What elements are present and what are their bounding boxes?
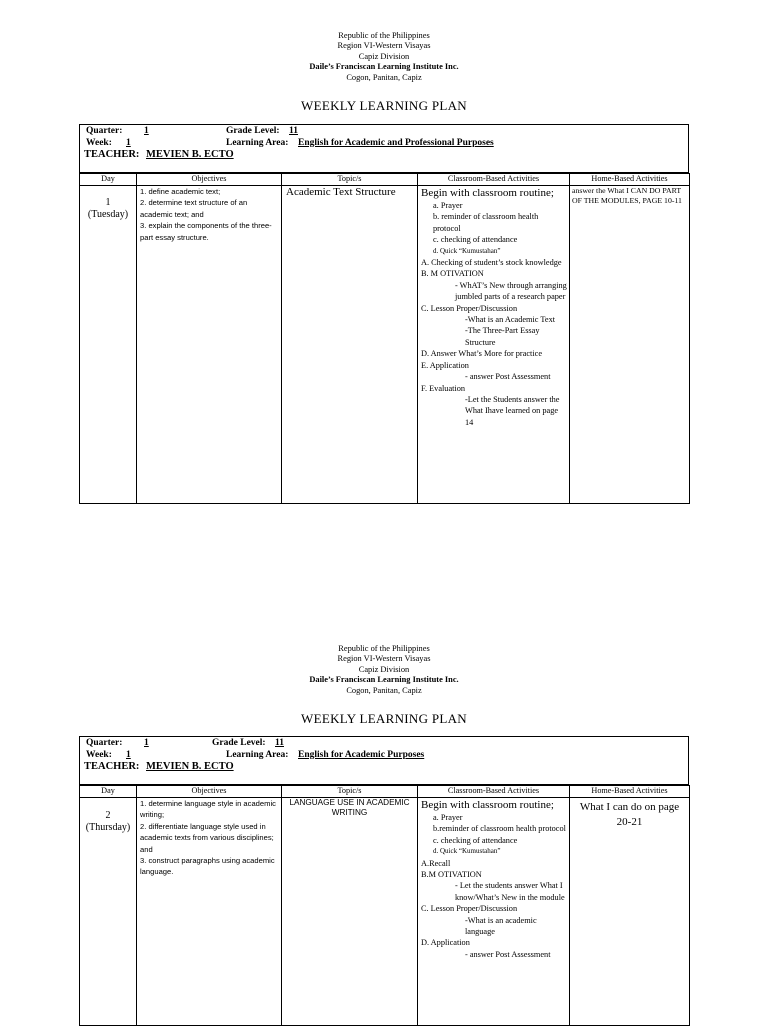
institute-name: Daile’s Franciscan Learning Institute Inc.: [309, 675, 459, 685]
table-header-row: [80, 174, 690, 186]
institute-name: Daile’s Franciscan Learning Institute Inc.: [309, 62, 459, 72]
grade-level-value: 11: [289, 126, 298, 136]
header-line-2: Region VI-Western Visayas: [337, 41, 431, 51]
topic-cell: LANGUAGE USE IN ACADEMIC WRITING: [282, 798, 418, 1026]
routine-intro: Begin with classroom routine;: [421, 187, 554, 199]
activity-line: B. M OTIVATION: [421, 269, 484, 279]
activity-line: -The Three-Part Essay Structure: [465, 326, 540, 347]
learning-area-label: Learning Area:: [226, 138, 289, 148]
grade-level-value: 11: [275, 738, 284, 748]
info-box: [79, 736, 689, 785]
home-activities-cell: What I can do on page 20-21: [570, 798, 690, 1026]
activity-line: a. Prayer: [433, 813, 463, 822]
home-activities-cell: answer the What I CAN DO PART OF THE MODULES, PAGE 10-11: [570, 186, 690, 504]
col-header-classroom-activities: Classroom-Based Activities: [418, 786, 570, 798]
grade-level-label: Grade Level:: [226, 126, 280, 136]
objective-item: 2. differentiate language style used in academic texts from various disciplines; and: [140, 821, 274, 854]
activity-line: - WhAT’s New through arranging jumbled parts of a research paper: [455, 280, 567, 302]
col-header-home-activities: Home-Based Activities: [570, 174, 690, 186]
activity-line: - answer Post Assessment: [465, 949, 551, 959]
col-header-topics: Topic/s: [282, 786, 418, 798]
col-header-objectives: Objectives: [137, 786, 282, 798]
objectives-cell: [137, 798, 282, 1026]
activity-line: B.M OTIVATION: [421, 870, 482, 880]
activity-line: c. checking of attendance: [433, 235, 518, 245]
week-label: Week:: [86, 138, 112, 148]
activity-line: b.reminder of classroom health protocol: [433, 824, 566, 834]
activity-line: -What is an Academic Text: [465, 315, 556, 325]
activity-line: - answer Post Assessment: [465, 372, 551, 382]
learning-area-value: English for Academic and Professional Purposes: [298, 138, 494, 148]
col-header-day: Day: [80, 786, 137, 798]
col-header-objectives: Objectives: [137, 174, 282, 186]
page-title: WEEKLY LEARNING PLAN: [301, 98, 467, 113]
learning-area-value: English for Academic Purposes: [298, 750, 425, 760]
quarter-value: 1: [144, 738, 149, 748]
teacher-label: TEACHER:: [84, 761, 140, 772]
week-label: Week:: [86, 750, 112, 760]
activity-line: E. Application: [421, 360, 469, 370]
header-line-2: Region VI-Western Visayas: [337, 654, 431, 664]
header-line-3: Capiz Division: [358, 664, 410, 674]
learning-area-label: Learning Area:: [226, 750, 289, 760]
activity-line: c. checking of attendance: [433, 835, 518, 845]
activity-line: -Let the Students answer the What Ihave learned on page 14: [465, 394, 560, 427]
activity-line: -What is an academic language: [465, 915, 537, 937]
table-row: [80, 186, 690, 504]
activity-line: D. Application: [421, 938, 470, 948]
plan-table: [79, 785, 690, 1026]
activity-line: A. Checking of student’s stock knowledge: [421, 258, 562, 268]
topic-cell: Academic Text Structure: [282, 186, 418, 504]
institute-address: Cogon, Panitan, Capiz: [346, 72, 422, 82]
objectives-cell: [137, 186, 282, 504]
activity-line: a. Prayer: [433, 201, 463, 210]
week-value: 1: [126, 138, 131, 148]
document-header: [0, 31, 768, 83]
routine-intro: Begin with classroom routine;: [421, 799, 554, 811]
activity-line: F. Evaluation: [421, 383, 466, 393]
header-line-1: Republic of the Philippines: [338, 31, 430, 40]
activity-line: d. Quick “Kumustahan”: [433, 847, 501, 856]
day-cell: [80, 798, 137, 1026]
week-value: 1: [126, 750, 131, 760]
document-header: [0, 644, 768, 696]
info-box: [79, 124, 689, 173]
classroom-activities-cell: [418, 798, 570, 1026]
col-header-topics: Topic/s: [282, 174, 418, 186]
teacher-name: MEVIEN B. ECTO: [146, 761, 234, 772]
day-name: (Thursday): [85, 822, 131, 833]
teacher-name: MEVIEN B. ECTO: [146, 149, 234, 160]
activity-line: C. Lesson Proper/Discussion: [421, 303, 518, 313]
teacher-label: TEACHER:: [84, 149, 140, 160]
institute-address: Cogon, Panitan, Capiz: [346, 685, 422, 695]
objective-item: 3. construct paragraphs using academic language.: [140, 856, 275, 877]
plan-table: [79, 173, 690, 504]
col-header-day: Day: [80, 174, 137, 186]
col-header-home-activities: Home-Based Activities: [570, 786, 690, 798]
activity-line: A.Recall: [421, 858, 451, 868]
grade-level-label: Grade Level:: [212, 738, 266, 748]
objective-item: 1. determine language style in academic writing;: [140, 799, 276, 820]
header-line-1: Republic of the Philippines: [338, 644, 430, 653]
table-header-row: [80, 786, 690, 798]
objective-item: 3. explain the components of the three-part essay structure.: [140, 221, 272, 242]
header-line-3: Capiz Division: [358, 51, 410, 61]
classroom-activities-cell: [418, 186, 570, 504]
page-title: WEEKLY LEARNING PLAN: [301, 711, 467, 726]
day-name: (Tuesday): [87, 209, 129, 220]
day-number: 1: [105, 197, 111, 208]
table-row: [80, 798, 690, 1026]
activity-line: - Let the students answer What I know/What’s New in the module: [455, 881, 565, 902]
objective-item: 1. define academic text;: [140, 187, 221, 196]
day-cell: [80, 186, 137, 504]
quarter-label: Quarter:: [86, 738, 123, 748]
activity-line: d. Quick “Kumustahan”: [433, 246, 501, 255]
activity-line: b. reminder of classroom health protocol: [433, 212, 539, 233]
quarter-value: 1: [144, 126, 149, 136]
objective-item: 2. determine text structure of an academic text; and: [140, 198, 248, 219]
activity-line: D. Answer What’s More for practice: [421, 349, 543, 359]
col-header-classroom-activities: Classroom-Based Activities: [418, 174, 570, 186]
day-number: 2: [105, 810, 111, 821]
quarter-label: Quarter:: [86, 126, 123, 136]
activity-line: C. Lesson Proper/Discussion: [421, 904, 518, 914]
